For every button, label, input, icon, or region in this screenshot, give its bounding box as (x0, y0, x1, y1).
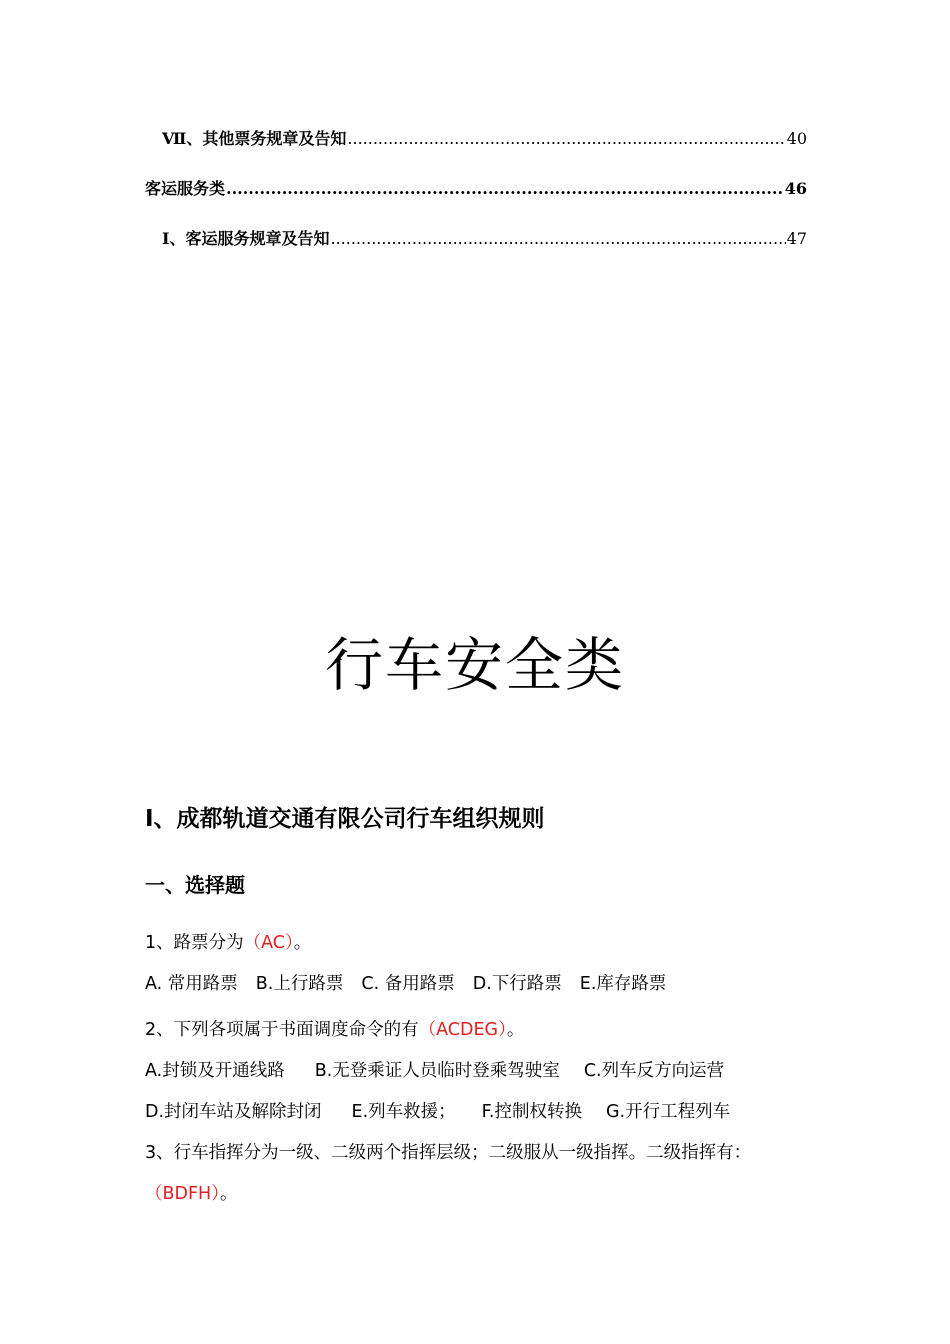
toc-leader-dots (331, 229, 786, 248)
toc-entry-label: Ⅰ、客运服务规章及告知 (162, 229, 330, 248)
question-2-options-row-2 (145, 1098, 748, 1123)
chapter-title: Ⅰ、成都轨道交通有限公司行车组织规则 (145, 806, 545, 832)
toc-entry-passenger-service[interactable] (145, 176, 807, 199)
option: C.列车反方向运营 (583, 1061, 725, 1081)
toc-entry-label: Ⅶ、其他票务规章及告知 (162, 129, 347, 148)
question-answer: （BDFH） (145, 1184, 220, 1204)
toc-page-number: 40 (786, 129, 807, 148)
part-title: 一、选择题 (145, 873, 245, 897)
question-3-answer-line (145, 1180, 237, 1205)
question-end: 。 (293, 933, 312, 953)
toc-page-number: 46 (784, 179, 807, 198)
toc-leader-dots (347, 129, 785, 148)
question-stem: 3、行车指挥分为一级、二级两个指挥层级；二级服从一级指挥。二级指挥有： (145, 1143, 752, 1163)
question-1 (145, 929, 311, 954)
option: E.列车救援； (351, 1102, 456, 1122)
option: G.开行工程列车 (606, 1102, 731, 1122)
question-answer: （AC） (243, 933, 294, 953)
option: E.库存路票 (579, 974, 667, 994)
question-stem: 2、下列各项属于书面调度命令的有 (145, 1020, 419, 1040)
option: C. 备用路票 (361, 974, 455, 994)
toc-entry-other-ticket-rules[interactable] (162, 126, 807, 149)
toc-entry-label: 客运服务类 (145, 179, 226, 198)
question-1-options (145, 970, 684, 995)
option: D.下行路票 (472, 974, 562, 994)
option: F.控制权转换 (481, 1102, 582, 1122)
question-end: 。 (506, 1020, 525, 1040)
toc-entry-passenger-service-rules[interactable] (162, 226, 807, 249)
question-stem: 1、路票分为 (145, 933, 244, 953)
toc-page-number: 47 (786, 229, 807, 248)
option: A. 常用路票 (145, 974, 238, 994)
question-2 (145, 1016, 524, 1041)
option: D.封闭车站及解除封闭 (145, 1102, 322, 1122)
option: B.上行路票 (255, 974, 344, 994)
option: A.封锁及开通线路 (145, 1061, 285, 1081)
question-end: 。 (219, 1184, 238, 1204)
section-title: 行车安全类 (324, 631, 625, 699)
question-answer: （ACDEG） (418, 1020, 507, 1040)
toc-leader-dots (226, 179, 784, 198)
question-3 (145, 1139, 751, 1164)
question-2-options-row-1 (145, 1057, 742, 1082)
option: B.无登乘证人员临时登乘驾驶室 (314, 1061, 560, 1081)
